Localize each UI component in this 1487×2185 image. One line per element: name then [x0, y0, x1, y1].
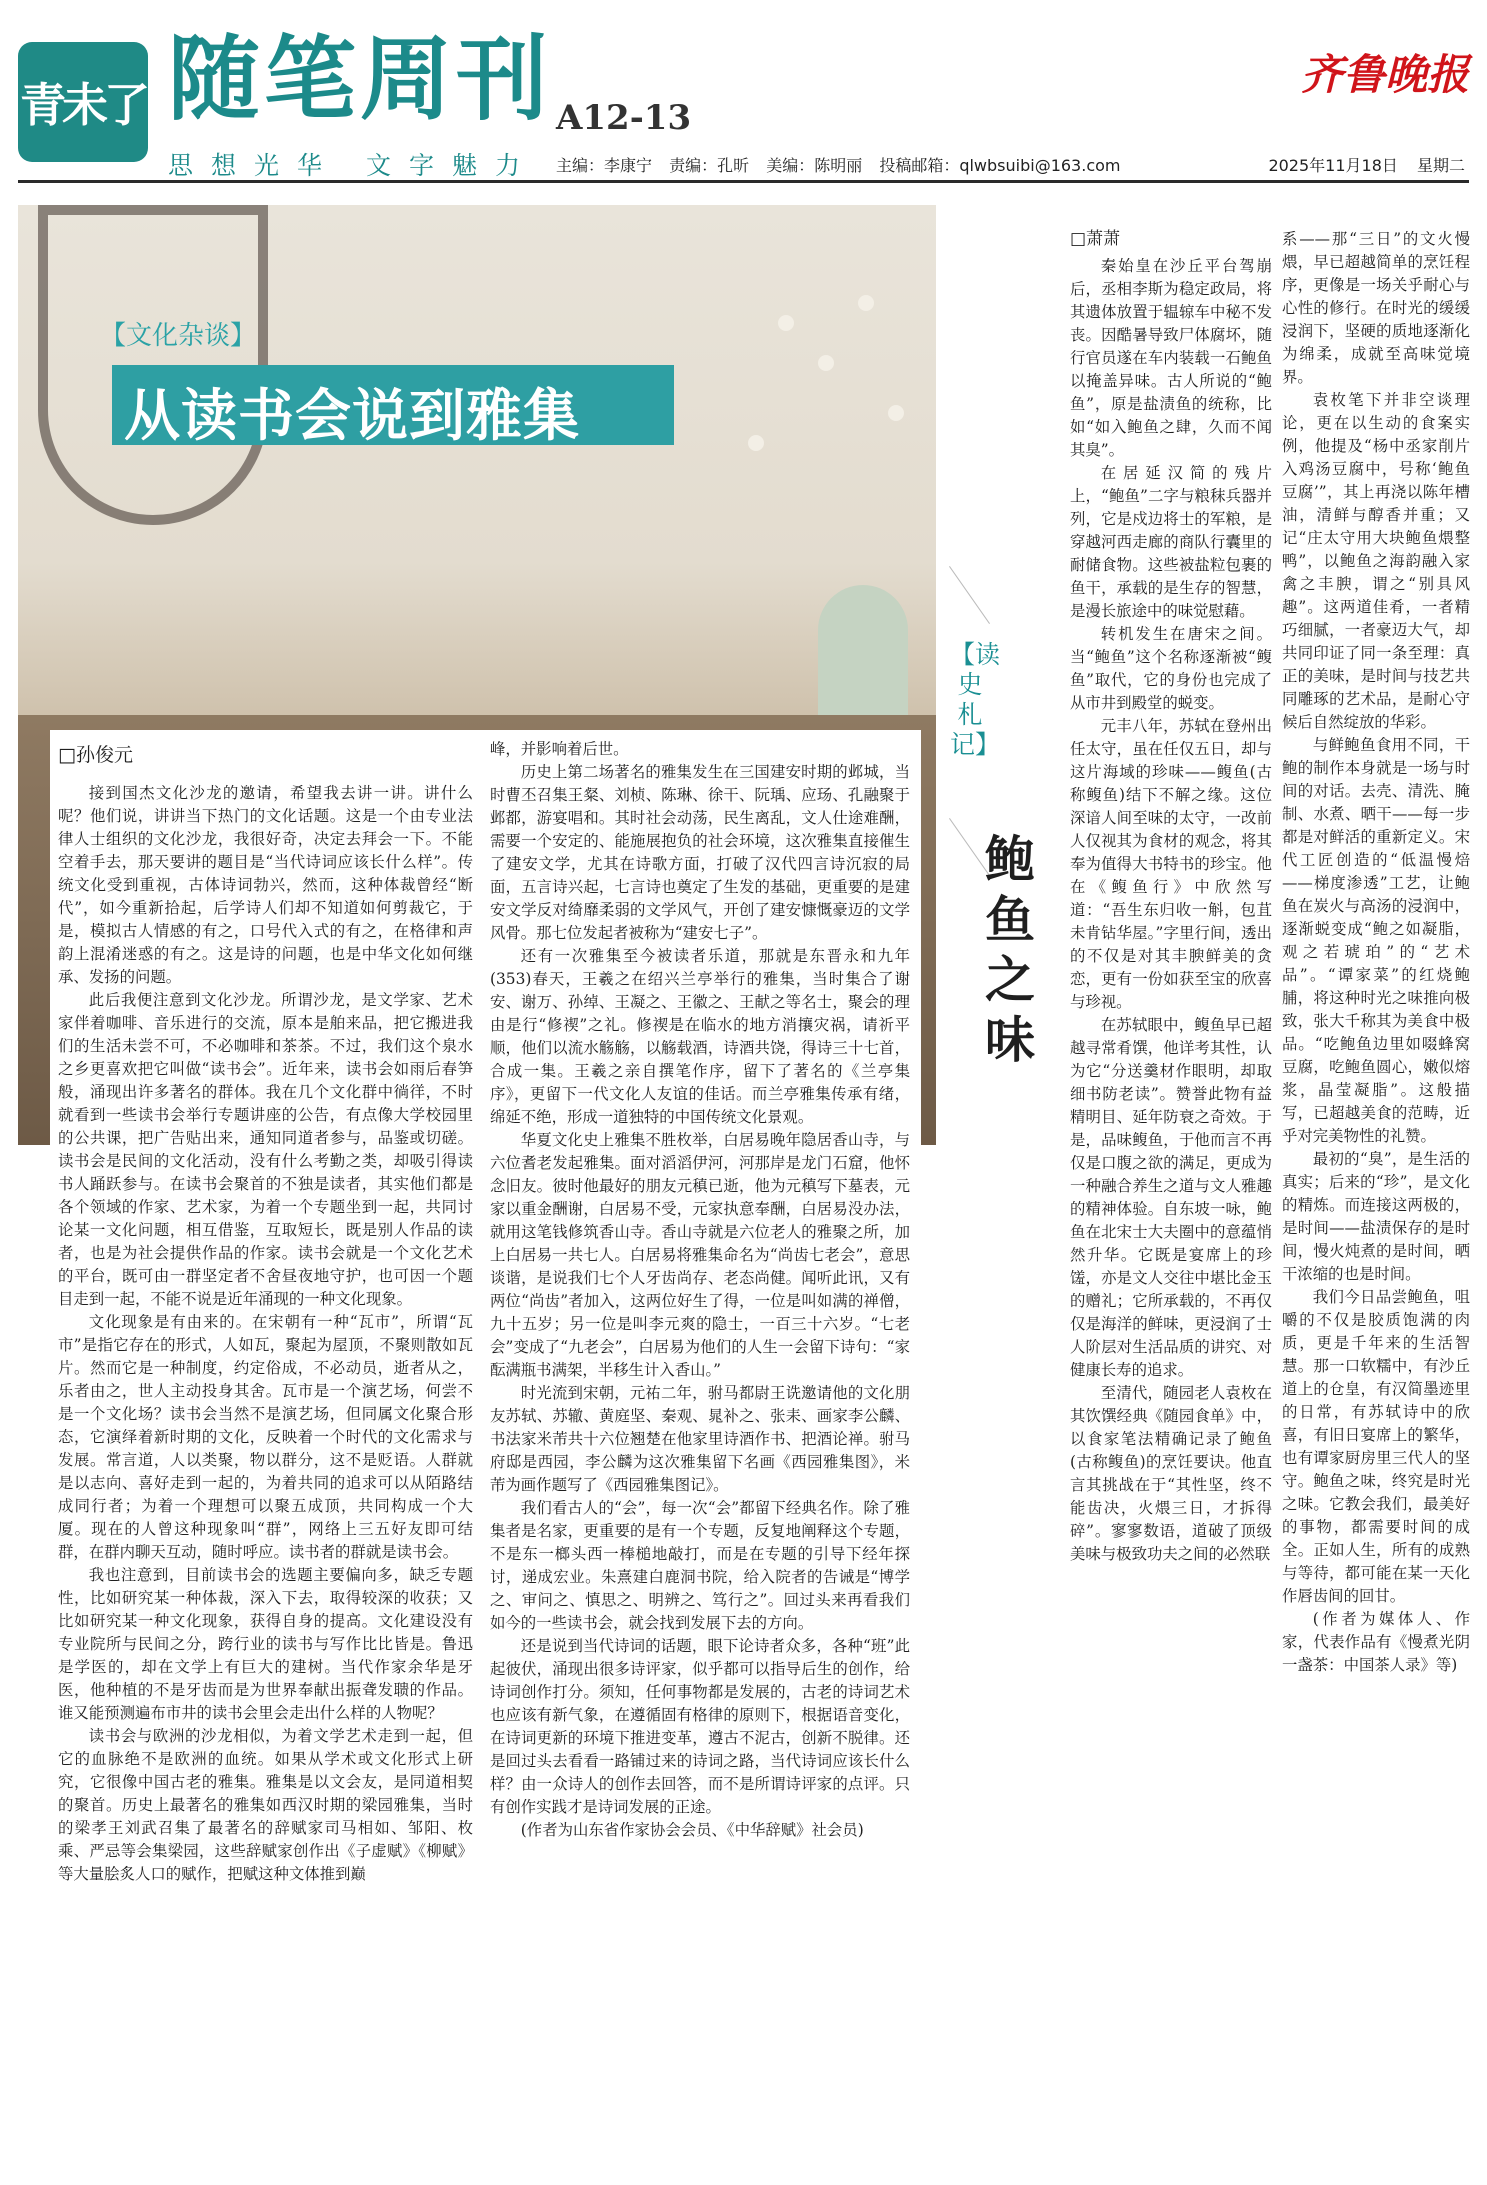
author-note: (作者为媒体人、作家，代表作品有《慢煮光阴一盏茶：中国茶人录》等) — [1282, 1610, 1470, 1674]
paragraph: 我们看古人的“会”，每一次“会”都留下经典名作。除了雅集者是名家，更重要的是有一个专题，反复地阐释这个专题，不是东一榔头西一棒槌地敲打，而是在专题的引导下经年探讨，递成宏业。朱熹建白鹿洞书院，给入院者的告诫是“博学之、审问之、慎思之、明辨之、笃行之”。回过头来再看我们如今的一些读书会，就会找到发展下去的方向。 — [490, 1499, 910, 1632]
blossom-dot — [888, 405, 904, 421]
page-title: 随笔周刊 — [168, 26, 553, 133]
feature-article — [50, 730, 921, 2122]
paragraph: 至清代，随园老人袁枚在其饮馔经典《随园食单》中，以食家笔法精确记录了鲍鱼(古称鳆鱼)的烹饪要诀。他直言其挑战在于“其性坚，终不能齿决，火煨三日，才拆得碎”。寥寥数语，道破了顶级美味与极致功夫之间的必然联 — [1070, 1384, 1272, 1563]
feature-category: 【文化杂谈】 — [100, 321, 257, 351]
paragraph: 与鲜鲍鱼食用不同，干鲍的制作本身就是一场与时间的对话。去壳、清洗、腌制、水煮、晒干——每一步都是对鲜活的重新定义。宋代工匠创造的“低温慢焙——梯度渗透”工艺，让鲍鱼在炭火与高汤的浸润中，逐渐蜕变成“鲍之如凝脂，观之若琥珀”的“艺术品”。“谭家菜”的红烧鲍脯，将这种时光之味推向极致，张大千称其为美食中极品。“吃鲍鱼边里如啜蜂窝豆腐，吃鲍鱼圆心，嫩似熔浆，晶莹凝脂”。这般描写，已超越美食的范畴，近乎对完美物性的礼赞。 — [1282, 736, 1470, 1145]
paragraph: 在苏轼眼中，鳆鱼早已超越寻常肴馔，他详考其性，认为它“分送羹材作眼明，却取细书防老读”。赞誉此物有益精明目、延年防衰之奇效。于是，品味鳆鱼，于他而言不再仅是口腹之欲的满足，更成为一种融合养生之道与文人雅趣的精神体验。自东坡一咏，鲍鱼在北宋士大夫圈中的意蕴悄然升华。它既是宴席上的珍馐，亦是文人交往中堪比金玉的赠礼；它所承载的，不再仅仅是海洋的鲜味，更浸润了士人阶层对生活品质的讲究、对健康长寿的追求。 — [1070, 1016, 1272, 1379]
staff-line — [556, 153, 1133, 176]
masthead-rule — [18, 180, 1469, 183]
essay-column-1 — [1070, 228, 1272, 1566]
paragraph: 文化现象是有由来的。在宋朝有一种“瓦市”，所谓“瓦市”是指它存在的形式，人如瓦，聚起为屋顶，不聚则散如瓦片。然而它是一种制度，约定俗成，不必动员，逝者从之，乐者由之，世人主动投身其舍。瓦市是一个演艺场，何尝不是一个文化场？读书会当然不是演艺场，但同属文化聚合形态，它演绎着新时期的文化，反映着一个时代的文化需求与发展。常言道，人以类聚，物以群分，这不是贬语。人群就是以志向、喜好走到一起的，为着共同的追求可以从陌路结成同行者；为着一个理想可以聚五成顶，共同构成一个大厦。现在的人曾这种现象叫“群”，网络上三五好友即可结群，在群内聊天互动，随时呼应。读书者的群就是读书会。 — [58, 1313, 473, 1561]
paragraph: 历史上第二场著名的雅集发生在三国建安时期的邺城，当时曹丕召集王粲、刘桢、陈琳、徐干、阮瑀、应玚、孔融聚于邺都，游宴唱和。其时社会动荡，民生离乱，文人仕途难酬，需要一个安定的、能施展抱负的社会环境，这次雅集直接催生了建安文学，尤其在诗歌方面，打破了汉代四言诗沉寂的局面，五言诗兴起，七言诗也奠定了生发的基础，更重要的是建安文学反对绮靡柔弱的文学风气，开创了建安慷慨豪迈的文学风骨。那七位发起者被称为“建安七子”。 — [490, 763, 910, 942]
duty-editor: 责编：孔昕 — [669, 156, 750, 175]
feature-headline: 从读书会说到雅集 — [124, 384, 580, 449]
paragraph: 袁枚笔下并非空谈理论，更在以生动的食案实例，他提及“杨中丞家削片入鸡汤豆腐中，号称‘鲍鱼豆腐’”，其上再浇以陈年槽油，清鲜与醇香并重；又记“庄太守用大块鲍鱼煨整鸭”，以鲍鱼之海韵融入家禽之丰腴，谓之“别具风趣”。这两道佳肴，一者精巧细腻，一者豪迈大气，却共同印证了同一条至理：真正的美味，是时间与技艺共同雕琢的艺术品，是耐心守候后自然绽放的华彩。 — [1282, 391, 1470, 731]
essay-column-2 — [1282, 228, 1470, 1677]
paragraph: 华夏文化史上雅集不胜枚举，白居易晚年隐居香山寺，与六位耆老发起雅集。面对滔滔伊河，河那岸是龙门石窟，他怀念旧友。彼时他最好的朋友元稹已逝，他为元稹写下墓表，元家以重金酬谢，白居易不受，元家执意奉酬，白居易没办法，就用这笔钱修筑香山寺。香山寺就是六位老人的雅聚之所，加上白居易一共七人。白居易将雅集命名为“尚齿七老会”，意思谈谐，是说我们七个人牙齿尚存、老态尚健。闻听此讯，又有两位“尚齿”者加入，这两位好生了得，一位是叫如满的禅僧，九十五岁；另一位是叫李元爽的隐士，一百三十六岁。“七老会”变成了“九老会”，白居易为他们的人生一会留下诗句：“家酝满瓶书满架，半移生计入香山。” — [490, 1131, 910, 1379]
submission-email[interactable]: 投稿邮箱：qlwbsuibi@163.com — [879, 156, 1121, 175]
decorative-line — [949, 566, 990, 624]
art-editor: 美编：陈明丽 — [766, 156, 863, 175]
blossom-dot — [818, 355, 834, 371]
page-number: A12-13 — [556, 98, 692, 138]
blossom-dot — [748, 435, 764, 451]
feature-column-1 — [58, 782, 473, 1886]
paragraph: 系——那“三日”的文火慢煨，早已超越简单的烹饪程序，更像是一场关乎耐心与心性的修行。在时光的缓缓浸润下，坚硬的质地逐渐化为绵柔，成就至高味觉境界。 — [1282, 230, 1470, 386]
paragraph: 读书会与欧洲的沙龙相似，为着文学艺术走到一起，但它的血脉绝不是欧洲的血统。如果从学术或文化形式上研究，它很像中国古老的雅集。雅集是以文会友，是同道相契的聚首。历史上最著名的雅集如西汉时期的梁园雅集，当时的梁孝王刘武召集了最著名的辞赋家司马相如、邹阳、枚乘、严忌等会集梁园，这些辞赋家创作出《子虚赋》《柳赋》等大量脍炙人口的赋作，把赋这种文体推到巅 — [58, 1727, 473, 1883]
paragraph: 在居延汉简的残片上，“鲍鱼”二字与粮秣兵器并列，它是戍边将士的军粮，是穿越河西走廊的商队行囊里的耐储食物。这些被盐粒包裹的鱼干，承载的是生存的智慧，是漫长旅途中的味觉慰藉。 — [1070, 464, 1272, 620]
essay-byline: □萧萧 — [1070, 229, 1121, 249]
paragraph: 还有一次雅集至今被读者乐道，那就是东晋永和九年(353)春天，王羲之在绍兴兰亭举行的雅集，当时集合了谢安、谢万、孙绰、王凝之、王徽之、王献之等名士，聚会的理由是行“修禊”之礼。修禊是在临水的地方消攘灾祸，请祈平顺，他们以流水觞觞，以觞载酒，诗酒共饶，得诗三十七首，合成一集。王羲之亲自撰笔作序，留下了著名的《兰亭集序》，更留下一代文化人友谊的佳话。而兰亭雅集传承有绪，绵延不绝，形成一道独特的中国传统文化景观。 — [490, 947, 910, 1126]
paragraph: 接到国杰文化沙龙的邀请，希望我去讲一讲。讲什么呢？他们说，讲讲当下热门的文化话题。这是一个由专业法律人士组织的文化沙龙，我很好奇，决定去拜会一下。不能空着手去，那天要讲的题目是“当代诗词应该长什么样”。传统文化受到重视，古体诗词勃兴，然而，这种体裁曾经“断代”，如今重新拾起，后学诗人们却不知道如何剪裁它，于是，模拟古人情感的有之，口号代入式的有之，在格律和声韵上混淆迷惑的有之。这是诗的问题，也是中华文化如何继承、发扬的问题。 — [58, 784, 473, 986]
paragraph: 此后我便注意到文化沙龙。所谓沙龙，是文学家、艺术家伴着咖啡、音乐进行的交流，原本是舶来品，把它搬进我们的生活未尝不可，不必咖啡和茶茶。不过，我们这个泉水之乡更喜欢把它叫做“读书会”。近年来，读书会如雨后春笋般，涌现出许多著名的群体。我在几个文化群中徜徉，不时就看到一些读书会举行专题讲座的公告，有点像大学校园里的公共课，把广告贴出来，通知同道者参与，品鉴或切磋。读书会是民间的文化活动，没有什么考勤之类，却吸引得读书人踊跃参与。在读书会聚首的不独是读者，其实他们都是各个领域的作家、艺术家，为着一个专题坐到一起，共同讨论某一文化问题，相互借鉴，互取短长，既是别人作品的读者，也是为社会提供作品的作家。读书会就是一个文化艺术的平台，既可由一群坚定者不舍昼夜地守护，也可因一个题目走到一起，不能不说是近年涌现的一种文化现象。 — [58, 991, 473, 1308]
feature-category-label: 文化杂谈 — [126, 321, 231, 351]
feature-column-2 — [490, 738, 910, 1842]
essay-title: 鲍鱼之味 — [985, 831, 1035, 1069]
column-logo: 青未了 — [18, 42, 148, 162]
newspaper-name: 齐鲁晚报 — [1300, 50, 1469, 99]
paragraph: 峰，并影响着后世。 — [490, 740, 629, 758]
page-slogan: 思想光华 文字魅力 — [168, 151, 538, 180]
author-note: (作者为山东省作家协会会员、《中华辞赋》社会员) — [520, 1821, 864, 1839]
paragraph: 秦始皇在沙丘平台驾崩后，丞相李斯为稳定政局，将其遗体放置于辒辌车中秘不发丧。因酷暑导致尸体腐坏，随行官员遂在车内装载一石鲍鱼以掩盖异味。古人所说的“鲍鱼”，原是盐渍鱼的统称，比如“如入鲍鱼之肆，久而不闻其臭”。 — [1070, 257, 1272, 459]
paragraph: 还是说到当代诗词的话题，眼下论诗者众多，各种“班”此起彼伏，涌现出很多诗评家，似乎都可以指导后生的创作，给诗词创作打分。须知，任何事物都是发展的，古老的诗词艺术也应该有新气象，在遵循固有格律的原则下，根据语音变化，在诗词更新的环境下推进变革，遵古不泥古，创新不脱律。还是回过头去看看一路铺过来的诗词之路，当代诗词应该长什么样？由一众诗人的创作去回答，而不是所谓诗评家的点评。只有创作实践才是诗词发展的正途。 — [490, 1637, 910, 1816]
chief-editor: 主编：李康宁 — [556, 156, 653, 175]
paragraph: 元丰八年，苏轼在登州出任太守，虽在任仅五日，却与这片海域的珍味——鳆鱼(古称鳆鱼)结下不解之缘。这位深谙人间至味的太守，一改前人仅视其为食材的观念，将其奉为值得大书特书的珍宝。他在《鳆鱼行》中欣然写道：“吾生东归收一斛，包苴未肯钻华屋。”字里行间，透出的不仅是对其丰腴鲜美的贪恋，更有一份如获至宝的欣喜与珍视。 — [1070, 717, 1272, 1011]
paragraph: 转机发生在唐宋之间。当“鲍鱼”这个名称逐渐被“鳆鱼”取代，它的身份也完成了从市井到殿堂的蜕变。 — [1070, 625, 1272, 712]
paragraph: 时光流到宋朝，元祐二年，驸马都尉王诜邀请他的文化朋友苏轼、苏辙、黄庭坚、秦观、晁补之、张耒、画家李公麟、书法家米芾共十六位翘楚在他家里诗酒作书、把酒论禅。驸马府邸是西园，李公麟为这次雅集留下名画《西园雅集图》，米芾为画作题写了《西园雅集图记》。 — [490, 1384, 910, 1494]
paragraph: 最初的“臭”，是生活的真实；后来的“珍”，是文化的精炼。而连接这两极的，是时间——盐渍保存的是时间，慢火炖煮的是时间，晒干浓缩的也是时间。 — [1282, 1150, 1470, 1283]
essay-column-tag: 【读史札记】 — [950, 640, 1001, 759]
paragraph: 我们今日品尝鲍鱼，咀嚼的不仅是胶质饱满的肉质，更是千年来的生活智慧。那一口软糯中，有沙丘道上的仓皇，有汉简墨迹里的日常，有苏轼诗中的欣喜，有旧日宴席上的繁华，也有谭家厨房里三代人的坚守。鲍鱼之味，终究是时光之味。它教会我们，最美好的事物，都需要时间的成全。正如人生，所有的成熟与等待，都可能在某一天化作唇齿间的回甘。 — [1282, 1288, 1470, 1605]
issue-date: 2025年11月18日 — [1268, 156, 1398, 175]
blossom-dot — [778, 315, 794, 331]
issue-weekday: 星期二 — [1416, 156, 1465, 175]
paragraph: 我也注意到，目前读书会的选题主要偏向多，缺乏专题性，比如研究某一种体裁，深入下去，取得较深的收获；又比如研究某一种文化现象，获得自身的提高。文化建设没有专业院所与民间之分，跨行业的读书与写作比比皆是。鲁迅是学医的，却在文学上有巨大的建树。当代作家余华是牙医，他种植的不是牙齿而是为世界奉献出振聋发聩的作品。谁又能预测遍布市井的读书会里会走出什么样的人物呢？ — [58, 1566, 473, 1722]
dateline — [1254, 153, 1465, 176]
feature-byline: □孙俊元 — [58, 744, 133, 766]
blossom-dot — [858, 295, 874, 311]
